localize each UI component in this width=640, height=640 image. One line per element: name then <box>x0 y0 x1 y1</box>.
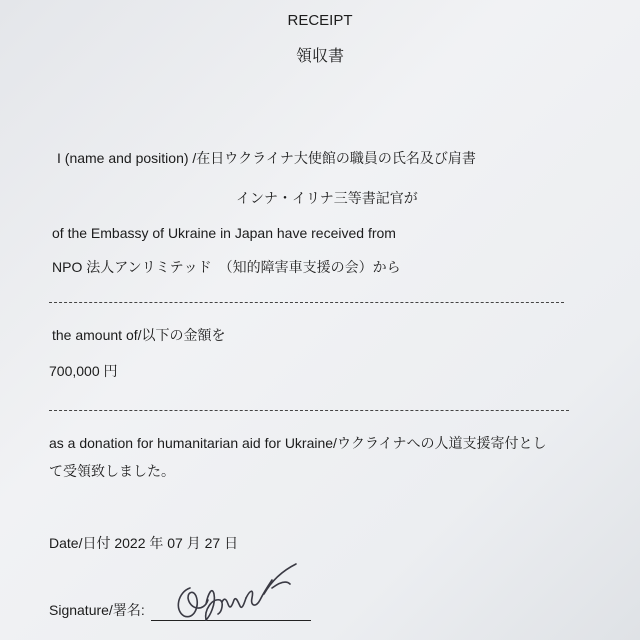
name-position-line: I (name and position) /在日ウクライナ大使館の職員の氏名及び肩書 <box>57 150 476 166</box>
receipt-title-japanese: 領収書 <box>295 48 344 65</box>
donor-line: NPO 法人アンリミテッド （知的障害車支援の会）から <box>52 259 401 275</box>
date-line: Date/日付 2022 年 07 月 27 日 <box>49 535 239 551</box>
receipt-title: RECEIPT <box>287 12 353 29</box>
handwritten-signature <box>168 558 318 630</box>
dashed-divider-top <box>49 302 564 303</box>
dashed-divider-bottom <box>49 410 569 411</box>
purpose-line-2: て受領致しました。 <box>49 463 175 479</box>
embassy-line: of the Embassy of Ukraine in Japan have received from <box>52 225 396 241</box>
amount-value: 700,000 円 <box>49 363 118 379</box>
amount-label-line: the amount of/以下の金額を <box>52 327 226 343</box>
purpose-line-1: as a donation for humanitarian aid for Ukraine/ウクライナへの人道支援寄付とし <box>49 435 547 451</box>
signature-label: Signature/署名: <box>49 602 145 618</box>
recipient-name-line: インナ・イリナ三等書記官が <box>236 190 418 206</box>
